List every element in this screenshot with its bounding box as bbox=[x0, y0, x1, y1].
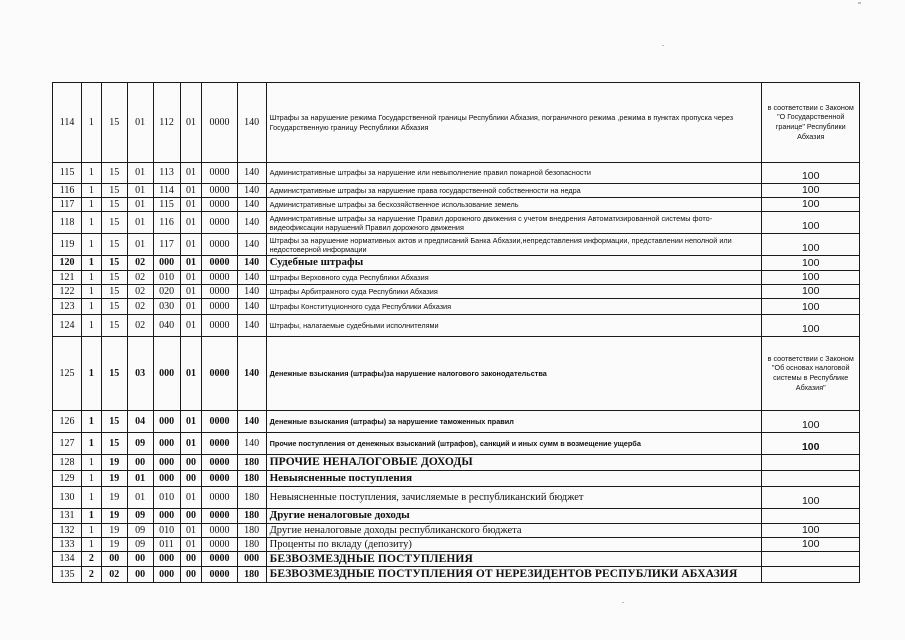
code-element: 01 bbox=[180, 270, 202, 284]
code-subgroup: 19 bbox=[101, 471, 127, 487]
row-share: 100 bbox=[762, 433, 860, 455]
code-article: 02 bbox=[127, 270, 153, 284]
row-number: 114 bbox=[53, 83, 82, 163]
code-subarticle: 116 bbox=[153, 212, 180, 234]
code-element: 00 bbox=[180, 455, 202, 471]
code-subarticle: 000 bbox=[153, 433, 180, 455]
table-row bbox=[53, 198, 860, 212]
row-share bbox=[762, 567, 860, 582]
code-program: 0000 bbox=[202, 83, 237, 163]
code-subgroup: 19 bbox=[101, 487, 127, 509]
row-share: 100 bbox=[762, 523, 860, 537]
code-economic: 140 bbox=[237, 270, 266, 284]
code-subgroup: 15 bbox=[101, 184, 127, 198]
table-row bbox=[53, 212, 860, 234]
scan-speck bbox=[662, 45, 664, 46]
code-economic: 180 bbox=[237, 471, 266, 487]
scan-speck bbox=[622, 602, 624, 603]
row-description: Другие неналоговые доходы республиканского бюджета bbox=[266, 523, 762, 537]
table-row bbox=[53, 567, 860, 582]
row-description: Денежные взыскания (штрафы)за нарушение налогового законодательства bbox=[266, 337, 762, 411]
row-description: Судебные штрафы bbox=[266, 256, 762, 271]
code-element: 01 bbox=[180, 83, 202, 163]
row-number: 123 bbox=[53, 299, 82, 315]
table-row bbox=[53, 315, 860, 337]
code-subgroup: 15 bbox=[101, 337, 127, 411]
code-group: 1 bbox=[82, 487, 102, 509]
code-program: 0000 bbox=[202, 433, 237, 455]
code-element: 00 bbox=[180, 509, 202, 524]
row-number: 130 bbox=[53, 487, 82, 509]
code-subarticle: 030 bbox=[153, 299, 180, 315]
code-program: 0000 bbox=[202, 212, 237, 234]
code-subgroup: 15 bbox=[101, 234, 127, 256]
row-number: 125 bbox=[53, 337, 82, 411]
code-economic: 140 bbox=[237, 433, 266, 455]
code-group: 2 bbox=[82, 567, 102, 582]
code-group: 1 bbox=[82, 509, 102, 524]
row-share: 100 bbox=[762, 198, 860, 212]
code-article: 02 bbox=[127, 256, 153, 271]
row-number: 117 bbox=[53, 198, 82, 212]
code-element: 01 bbox=[180, 234, 202, 256]
table-row bbox=[53, 184, 860, 198]
code-subgroup: 19 bbox=[101, 523, 127, 537]
row-share: в соответствии с Законом "Об основах налоговой системы в Республике Абхазия" bbox=[762, 337, 860, 411]
table-row bbox=[53, 256, 860, 271]
code-subarticle: 000 bbox=[153, 411, 180, 433]
row-description: Административные штрафы за нарушение или невыполнение правил пожарной безопасности bbox=[266, 163, 762, 184]
row-number: 119 bbox=[53, 234, 82, 256]
code-article: 01 bbox=[127, 234, 153, 256]
row-number: 133 bbox=[53, 537, 82, 551]
code-article: 04 bbox=[127, 411, 153, 433]
row-number: 135 bbox=[53, 567, 82, 582]
code-program: 0000 bbox=[202, 487, 237, 509]
code-subarticle: 000 bbox=[153, 337, 180, 411]
row-share bbox=[762, 455, 860, 471]
code-subgroup: 15 bbox=[101, 433, 127, 455]
code-group: 1 bbox=[82, 256, 102, 271]
code-article: 01 bbox=[127, 163, 153, 184]
code-group: 1 bbox=[82, 411, 102, 433]
code-element: 01 bbox=[180, 212, 202, 234]
code-program: 0000 bbox=[202, 509, 237, 524]
row-share bbox=[762, 471, 860, 487]
row-number: 122 bbox=[53, 284, 82, 298]
table-row bbox=[53, 83, 860, 163]
row-number: 134 bbox=[53, 552, 82, 567]
row-description: Проценты по вкладу (депозиту) bbox=[266, 537, 762, 551]
table-row bbox=[53, 337, 860, 411]
code-subgroup: 15 bbox=[101, 163, 127, 184]
row-share: 100 bbox=[762, 284, 860, 298]
code-program: 0000 bbox=[202, 337, 237, 411]
code-program: 0000 bbox=[202, 234, 237, 256]
table-row bbox=[53, 284, 860, 298]
code-economic: 180 bbox=[237, 509, 266, 524]
code-program: 0000 bbox=[202, 284, 237, 298]
code-program: 0000 bbox=[202, 455, 237, 471]
row-number: 118 bbox=[53, 212, 82, 234]
table-row bbox=[53, 552, 860, 567]
code-article: 00 bbox=[127, 552, 153, 567]
code-subgroup: 19 bbox=[101, 455, 127, 471]
table-row bbox=[53, 537, 860, 551]
code-subgroup: 15 bbox=[101, 270, 127, 284]
row-share: 100 bbox=[762, 315, 860, 337]
row-number: 128 bbox=[53, 455, 82, 471]
code-subgroup: 15 bbox=[101, 315, 127, 337]
row-share: 100 bbox=[762, 487, 860, 509]
code-economic: 140 bbox=[237, 163, 266, 184]
row-number: 132 bbox=[53, 523, 82, 537]
code-group: 1 bbox=[82, 455, 102, 471]
row-number: 120 bbox=[53, 256, 82, 271]
code-element: 01 bbox=[180, 487, 202, 509]
code-subarticle: 000 bbox=[153, 567, 180, 582]
code-article: 01 bbox=[127, 212, 153, 234]
code-subarticle: 112 bbox=[153, 83, 180, 163]
code-economic: 140 bbox=[237, 299, 266, 315]
code-group: 1 bbox=[82, 337, 102, 411]
code-article: 03 bbox=[127, 337, 153, 411]
code-subarticle: 117 bbox=[153, 234, 180, 256]
code-element: 01 bbox=[180, 433, 202, 455]
table-row bbox=[53, 411, 860, 433]
code-group: 1 bbox=[82, 299, 102, 315]
code-program: 0000 bbox=[202, 523, 237, 537]
code-group: 1 bbox=[82, 315, 102, 337]
row-description: Административные штрафы за нарушение права государственной собственности на недра bbox=[266, 184, 762, 198]
code-group: 1 bbox=[82, 212, 102, 234]
code-subgroup: 15 bbox=[101, 83, 127, 163]
code-article: 02 bbox=[127, 284, 153, 298]
row-description: Административные штрафы за бесхозяйственное использование земель bbox=[266, 198, 762, 212]
code-element: 00 bbox=[180, 552, 202, 567]
code-group: 1 bbox=[82, 83, 102, 163]
row-description: БЕЗВОЗМЕЗДНЫЕ ПОСТУПЛЕНИЯ bbox=[266, 552, 762, 567]
code-economic: 140 bbox=[237, 256, 266, 271]
code-subgroup: 19 bbox=[101, 537, 127, 551]
code-economic: 180 bbox=[237, 523, 266, 537]
code-subarticle: 000 bbox=[153, 471, 180, 487]
code-article: 01 bbox=[127, 184, 153, 198]
row-number: 129 bbox=[53, 471, 82, 487]
code-article: 01 bbox=[127, 198, 153, 212]
code-group: 1 bbox=[82, 433, 102, 455]
table-row bbox=[53, 509, 860, 524]
row-share: 100 bbox=[762, 537, 860, 551]
code-economic: 180 bbox=[237, 487, 266, 509]
row-description: Штрафы, налагаемые судебными исполнителями bbox=[266, 315, 762, 337]
code-subarticle: 113 bbox=[153, 163, 180, 184]
scan-speck bbox=[858, 2, 861, 4]
code-economic: 000 bbox=[237, 552, 266, 567]
table-row bbox=[53, 299, 860, 315]
row-share bbox=[762, 552, 860, 567]
row-description: Другие неналоговые доходы bbox=[266, 509, 762, 524]
row-share: 100 bbox=[762, 411, 860, 433]
code-element: 00 bbox=[180, 471, 202, 487]
row-number: 116 bbox=[53, 184, 82, 198]
code-subgroup: 15 bbox=[101, 411, 127, 433]
code-element: 01 bbox=[180, 523, 202, 537]
row-share: 100 bbox=[762, 234, 860, 256]
revenue-classification-table bbox=[52, 82, 860, 583]
code-economic: 140 bbox=[237, 411, 266, 433]
code-program: 0000 bbox=[202, 537, 237, 551]
code-subarticle: 010 bbox=[153, 523, 180, 537]
code-program: 0000 bbox=[202, 256, 237, 271]
code-subarticle: 115 bbox=[153, 198, 180, 212]
table-row bbox=[53, 163, 860, 184]
code-subarticle: 011 bbox=[153, 537, 180, 551]
row-description: Штрафы Конституционного суда Республики Абхазия bbox=[266, 299, 762, 315]
code-program: 0000 bbox=[202, 411, 237, 433]
code-group: 1 bbox=[82, 198, 102, 212]
code-economic: 140 bbox=[237, 198, 266, 212]
code-subarticle: 000 bbox=[153, 455, 180, 471]
row-description: БЕЗВОЗМЕЗДНЫЕ ПОСТУПЛЕНИЯ ОТ НЕРЕЗИДЕНТОВ РЕСПУБЛИКИ АБХАЗИЯ bbox=[266, 567, 762, 582]
code-article: 02 bbox=[127, 299, 153, 315]
code-group: 1 bbox=[82, 163, 102, 184]
code-element: 01 bbox=[180, 299, 202, 315]
code-element: 01 bbox=[180, 256, 202, 271]
code-element: 01 bbox=[180, 163, 202, 184]
code-economic: 180 bbox=[237, 567, 266, 582]
row-description: ПРОЧИЕ НЕНАЛОГОВЫЕ ДОХОДЫ bbox=[266, 455, 762, 471]
code-group: 1 bbox=[82, 284, 102, 298]
code-subarticle: 000 bbox=[153, 256, 180, 271]
row-share: 100 bbox=[762, 256, 860, 271]
code-subgroup: 00 bbox=[101, 552, 127, 567]
row-share: в соответствии с Законом "О Государственной границе" Республики Абхазия bbox=[762, 83, 860, 163]
table-row bbox=[53, 471, 860, 487]
row-description: Невыясненные поступления, зачисляемые в республиканский бюджет bbox=[266, 487, 762, 509]
row-description: Штрафы Верховного суда Республики Абхазия bbox=[266, 270, 762, 284]
table-row bbox=[53, 455, 860, 471]
code-program: 0000 bbox=[202, 299, 237, 315]
table-row bbox=[53, 270, 860, 284]
code-article: 02 bbox=[127, 315, 153, 337]
code-group: 1 bbox=[82, 471, 102, 487]
code-subarticle: 000 bbox=[153, 509, 180, 524]
row-share: 100 bbox=[762, 212, 860, 234]
code-program: 0000 bbox=[202, 471, 237, 487]
code-article: 01 bbox=[127, 471, 153, 487]
code-economic: 140 bbox=[237, 234, 266, 256]
code-article: 01 bbox=[127, 487, 153, 509]
table-row bbox=[53, 523, 860, 537]
row-description: Невыясненные поступления bbox=[266, 471, 762, 487]
code-element: 01 bbox=[180, 337, 202, 411]
code-element: 01 bbox=[180, 198, 202, 212]
row-description: Штрафы за нарушение режима Государственной границы Республики Абхазия, пограничного режима ,режима в пунктах пропуска через Государственную границу Республики Абхазия bbox=[266, 83, 762, 163]
row-number: 115 bbox=[53, 163, 82, 184]
code-element: 01 bbox=[180, 411, 202, 433]
code-element: 01 bbox=[180, 315, 202, 337]
code-element: 01 bbox=[180, 537, 202, 551]
code-subgroup: 15 bbox=[101, 299, 127, 315]
code-element: 01 bbox=[180, 184, 202, 198]
code-economic: 140 bbox=[237, 315, 266, 337]
code-element: 00 bbox=[180, 567, 202, 582]
code-article: 00 bbox=[127, 567, 153, 582]
code-subarticle: 010 bbox=[153, 487, 180, 509]
code-economic: 180 bbox=[237, 537, 266, 551]
code-program: 0000 bbox=[202, 198, 237, 212]
row-number: 131 bbox=[53, 509, 82, 524]
code-subgroup: 15 bbox=[101, 284, 127, 298]
row-number: 126 bbox=[53, 411, 82, 433]
code-economic: 140 bbox=[237, 212, 266, 234]
row-number: 121 bbox=[53, 270, 82, 284]
code-program: 0000 bbox=[202, 315, 237, 337]
row-number: 127 bbox=[53, 433, 82, 455]
code-element: 01 bbox=[180, 284, 202, 298]
row-description: Денежные взыскания (штрафы) за нарушение таможенных правил bbox=[266, 411, 762, 433]
row-description: Прочие поступления от денежных взысканий (штрафов), санкций и иных сумм в возмещение ущерба bbox=[266, 433, 762, 455]
code-subarticle: 040 bbox=[153, 315, 180, 337]
code-subarticle: 000 bbox=[153, 552, 180, 567]
code-economic: 140 bbox=[237, 83, 266, 163]
row-share: 100 bbox=[762, 299, 860, 315]
code-article: 01 bbox=[127, 83, 153, 163]
code-group: 1 bbox=[82, 523, 102, 537]
code-program: 0000 bbox=[202, 567, 237, 582]
code-article: 09 bbox=[127, 509, 153, 524]
code-article: 09 bbox=[127, 433, 153, 455]
row-share: 100 bbox=[762, 270, 860, 284]
row-share: 100 bbox=[762, 163, 860, 184]
code-program: 0000 bbox=[202, 270, 237, 284]
code-subgroup: 15 bbox=[101, 256, 127, 271]
code-subgroup: 19 bbox=[101, 509, 127, 524]
code-program: 0000 bbox=[202, 552, 237, 567]
code-program: 0000 bbox=[202, 184, 237, 198]
code-article: 09 bbox=[127, 537, 153, 551]
code-economic: 180 bbox=[237, 455, 266, 471]
code-program: 0000 bbox=[202, 163, 237, 184]
code-group: 1 bbox=[82, 184, 102, 198]
code-economic: 140 bbox=[237, 337, 266, 411]
code-group: 1 bbox=[82, 270, 102, 284]
code-subarticle: 010 bbox=[153, 270, 180, 284]
row-number: 124 bbox=[53, 315, 82, 337]
code-group: 1 bbox=[82, 537, 102, 551]
table-row bbox=[53, 234, 860, 256]
row-description: Административные штрафы за нарушение Правил дорожного движения с учетом внедрения Автоматизированной системы фото-видеофиксации нарушений Правил дорожного движения bbox=[266, 212, 762, 234]
code-group: 1 bbox=[82, 234, 102, 256]
code-subgroup: 15 bbox=[101, 198, 127, 212]
code-group: 2 bbox=[82, 552, 102, 567]
table-row bbox=[53, 433, 860, 455]
table-row bbox=[53, 487, 860, 509]
row-description: Штрафы за нарушение нормативных актов и предписаний Банка Абхазии,непредставления информации, представлении неполной или недостоверной информации bbox=[266, 234, 762, 256]
code-article: 00 bbox=[127, 455, 153, 471]
row-share: 100 bbox=[762, 184, 860, 198]
code-subarticle: 114 bbox=[153, 184, 180, 198]
code-article: 09 bbox=[127, 523, 153, 537]
code-subgroup: 02 bbox=[101, 567, 127, 582]
code-subarticle: 020 bbox=[153, 284, 180, 298]
row-description: Штрафы Арбитражного суда Республики Абхазия bbox=[266, 284, 762, 298]
code-economic: 140 bbox=[237, 284, 266, 298]
code-economic: 140 bbox=[237, 184, 266, 198]
row-share bbox=[762, 509, 860, 524]
code-subgroup: 15 bbox=[101, 212, 127, 234]
